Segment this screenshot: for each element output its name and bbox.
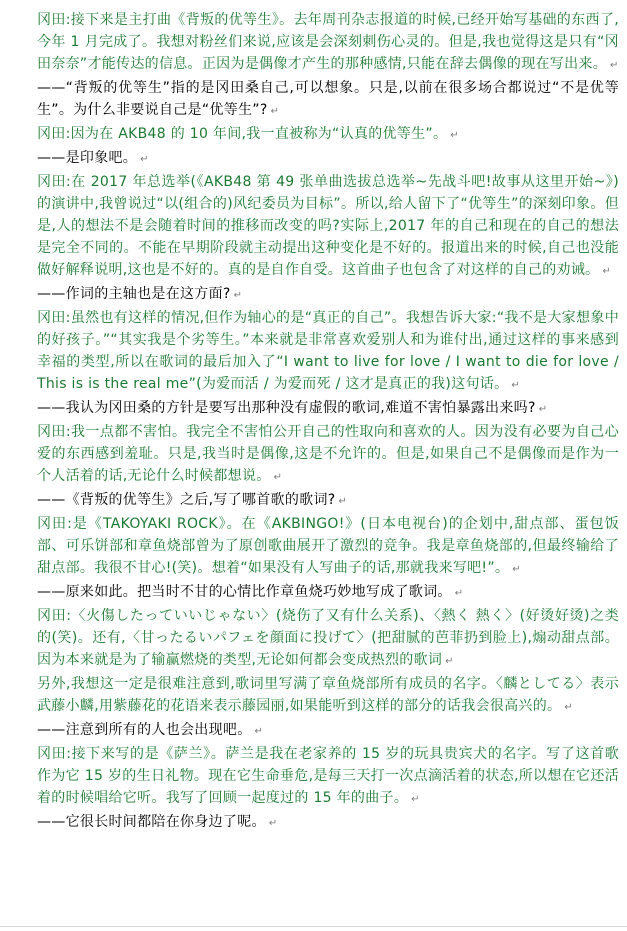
answer-paragraph: [37, 123, 619, 147]
paragraph-mark-icon: ↵: [445, 656, 454, 667]
paragraph-text: 冈田:接下来写的是《萨兰》。萨兰是我在老家养的 15 岁的玩具贵宾犬的名字。写了这首歌作为它 15 岁的生日礼物。现在它生命垂危,是每三天打一次点滴活着的状态,所以想在它还活着的时候唱给它听。我写了回顾一起度过的 15 年的曲子。: [37, 746, 619, 806]
question-paragraph: [37, 719, 619, 743]
answer-paragraph: [37, 743, 619, 811]
paragraph-mark-icon: ↵: [538, 404, 548, 415]
paragraph-text: 冈田:在 2017 年总选举(《AKB48 第 49 张单曲选拔总选举~先战斗吧!故事从这里开始~》)的演讲中,我曾说过“以(组合的)风纪委员为目标”。所以,给人留下了“优等生”的深刻印象。但是,人的想法不是会随着时间的推移而改变的吗?实际上,2017 年的自己和现在的自己的想法是完全不同的。不能在早期阶段就主动提出这种变化是不好的。报道出来的时候,自己也没能做好解释说明,这也是不好的。真的是自作自受。这首曲子也包含了对这样的自己的劝诫。: [37, 174, 619, 278]
paragraph-mark-icon: ↵: [270, 106, 280, 117]
paragraph-text: ——《背叛的优等生》之后,写了哪首歌的歌词?: [37, 492, 336, 508]
paragraph-mark-icon: ↵: [268, 818, 278, 829]
answer-paragraph: [37, 421, 619, 489]
question-paragraph: [37, 77, 619, 123]
paragraph-text: 冈田:〈火傷したっていいじゃない〉(烧伤了又有什么关系)、〈熱く 熱く〉(好烫好烫)之类的(笑)。还有,〈甘ったるいパフェを顔面に投げて〉(把甜腻的芭菲扔到脸上),煽动甜点部。因为本来就是为了输赢燃烧的类型,无论如何都会变成热烈的歌词: [37, 608, 619, 668]
answer-paragraph: [37, 605, 619, 673]
paragraph-mark-icon: ↵: [602, 266, 612, 277]
paragraph-mark-icon: ↵: [233, 290, 243, 301]
paragraph-text: 冈田:是《TAKOYAKI ROCK》。在《AKBINGO!》(日本电视台)的企划中,甜点部、蛋包饭部、可乐饼部和章鱼烧部曾为了原创歌曲展开了激烈的竞争。我是章鱼烧部的,但最终输给了甜点部。我很不甘心!(笑)。想着“如果没有人写曲子的话,那就我来写吧!”。: [37, 516, 619, 576]
paragraph-mark-icon: ↵: [273, 472, 283, 483]
question-paragraph: [37, 397, 619, 421]
paragraph-text: 冈田:虽然也有这样的情况,但作为轴心的是“真正的自己”。我想告诉大家:“我不是大家想象中的好孩子。”“其实我是个劣等生。”本来就是非常喜欢爱别人和为谁付出,通过这样的事来感到幸福的类型,所以在歌词的最后加入了“I want to live for love / I want to die for love / This is is the real me”(为爱而活 / 为爱而死 / 这才是真正的我)这句话。: [37, 310, 619, 392]
answer-paragraph: [37, 513, 619, 581]
answer-paragraph: [37, 673, 619, 719]
paragraph-mark-icon: ↵: [338, 496, 348, 507]
paragraph-text: 冈田:因为在 AKB48 的 10 年间,我一直被称为“认真的优等生”。: [37, 126, 448, 142]
paragraph-mark-icon: ↵: [564, 702, 573, 713]
page-bottom-divider: [0, 926, 627, 927]
paragraph-text: 冈田:我一点都不害怕。我完全不害怕公开自己的性取向和喜欢的人。因为没有必要为自己心爱的东西感到羞耻。只是,我当时是偶像,这是不允许的。但是,如果自己不是偶像而是作为一个人活着的话,无论什么时候都想说。: [37, 424, 619, 484]
paragraph-mark-icon: ↵: [511, 380, 521, 391]
paragraph-text: ——“背叛的优等生”指的是冈田桑自己,可以想象。只是,以前在很多场合都说过“不是优等生”。为什么非要说自己是“优等生”?: [37, 80, 619, 118]
paragraph-text: ——是印象吧。: [37, 150, 138, 166]
paragraph-text: 另外,我想这一定是很难注意到,歌词里写满了章鱼烧部所有成员的名字。〈麟としてる〉表示武藤小麟,用紫藤花的花语来表示藤园丽,如果能听到这样的部分的话我会很高兴的。: [37, 676, 619, 714]
question-paragraph: [37, 489, 619, 513]
paragraph-text: ——作词的主轴也是在这方面?: [37, 286, 231, 302]
question-paragraph: [37, 147, 619, 171]
paragraph-mark-icon: ↵: [140, 154, 149, 165]
paragraph-mark-icon: ↵: [450, 130, 459, 141]
question-paragraph: [37, 283, 619, 307]
paragraph-text: ——我认为冈田桑的方针是要写出那种没有虚假的歌词,难道不害怕暴露出来吗?: [37, 400, 536, 416]
interview-text-body: [37, 9, 619, 835]
paragraph-mark-icon: ↵: [610, 60, 619, 71]
paragraph-mark-icon: ↵: [254, 726, 264, 737]
paragraph-mark-icon: ↵: [454, 588, 464, 599]
answer-paragraph: [37, 171, 619, 283]
paragraph-text: 冈田:接下来是主打曲《背叛的优等生》。去年周刊杂志报道的时候,已经开始写基础的东西了,今年 1 月完成了。我想对粉丝们来说,应该是会深刻刺伤心灵的。但是,我也觉得这是只有“冈田奈奈”才能传达的信息。正因为是偶像才产生的那种感情,只能在辞去偶像的现在写出来。: [37, 12, 619, 72]
paragraph-text: ——原来如此。把当时不甘的心情比作章鱼烧巧妙地写成了歌词。: [37, 584, 452, 600]
paragraph-mark-icon: ↵: [411, 794, 420, 805]
answer-paragraph: [37, 307, 619, 397]
answer-paragraph: [37, 9, 619, 77]
paragraph-text: ——它很长时间都陪在你身边了呢。: [37, 814, 266, 830]
paragraph-text: ——注意到所有的人也会出现吧。: [37, 722, 252, 738]
paragraph-mark-icon: ↵: [512, 564, 521, 575]
question-paragraph: [37, 581, 619, 605]
question-paragraph: [37, 811, 619, 835]
